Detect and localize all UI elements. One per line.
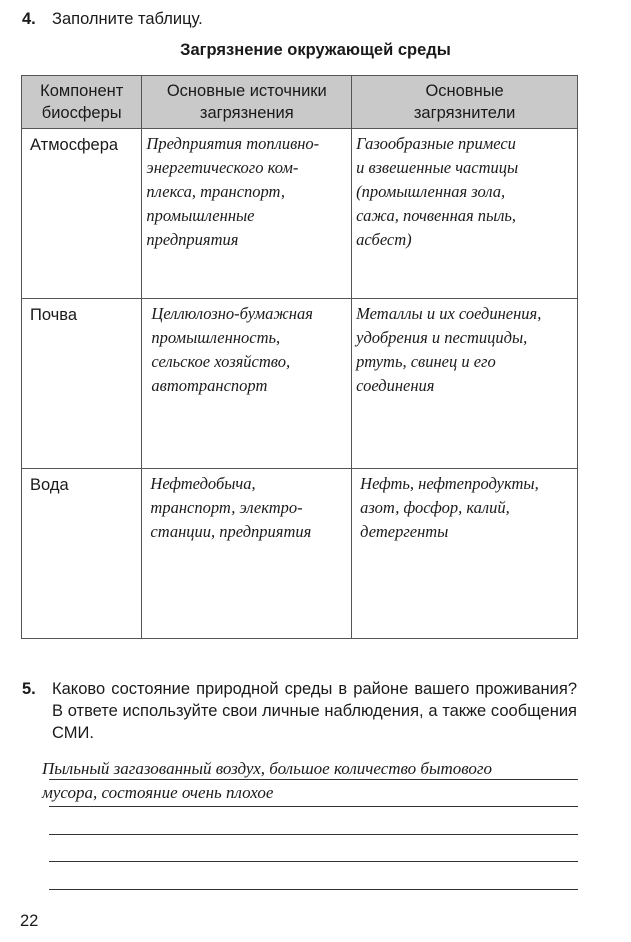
answer-line: [49, 806, 578, 807]
header-component: [22, 76, 142, 129]
table-row: [22, 299, 578, 469]
table-row: [22, 469, 578, 639]
pollution-table: [21, 75, 578, 639]
task-number: 5.: [22, 680, 36, 698]
task-number: 4.: [22, 10, 36, 28]
page-number: 22: [20, 912, 39, 930]
table-title: Загрязнение окружающей среды: [180, 41, 451, 59]
cell-sources[interactable]: Нефтедобыча, транспорт, электро- станции, предприятия: [150, 474, 312, 541]
cell-pollutants[interactable]: Газообразные примеси и взвешенные частицы (промышленная зола, сажа, почвенная пыль, асбест): [356, 134, 519, 249]
table-header-row: [22, 76, 578, 129]
cell-sources[interactable]: Предприятия топливно- энергетического ком- плекса, транспорт, промышленные предприятия: [146, 134, 320, 249]
cell-component: Вода: [30, 476, 69, 494]
answer-line: [49, 779, 578, 780]
header-sources: [142, 76, 352, 129]
answer-line-2-text[interactable]: мусора, состояние очень плохое: [42, 783, 274, 802]
answer-line: [49, 834, 578, 835]
answer-line-1-text[interactable]: Пыльный загазованный воздух, большое количество бытового: [42, 759, 493, 778]
cell-pollutants[interactable]: Металлы и их соединения, удобрения и пестициды, ртуть, свинец и его соединения: [356, 304, 542, 395]
task-5: [22, 678, 582, 744]
header-pollutants-label: Основные загрязнители: [413, 82, 516, 122]
header-component-label: Компонент биосферы: [40, 82, 124, 122]
task-question: Каково состояние природной среды в районе вашего проживания? В ответе используйте свои личные наблюдения, а также сообщения СМИ.: [52, 680, 577, 742]
cell-sources[interactable]: Целлюлозно-бумажная промышленность, сельское хозяйство, автотранспорт: [151, 304, 313, 395]
task-4: [22, 8, 203, 30]
task-instruction: Заполните таблицу.: [52, 10, 203, 28]
table-row: [22, 129, 578, 299]
cell-pollutants[interactable]: Нефть, нефтепродукты, азот, фосфор, калий, детергенты: [360, 474, 539, 541]
header-sources-label: Основные источники загрязнения: [166, 82, 327, 122]
answer-line: [49, 889, 578, 890]
header-pollutants: [352, 76, 578, 129]
answer-line: [49, 861, 578, 862]
cell-component: Атмосфера: [30, 136, 119, 154]
cell-component: Почва: [30, 306, 78, 324]
